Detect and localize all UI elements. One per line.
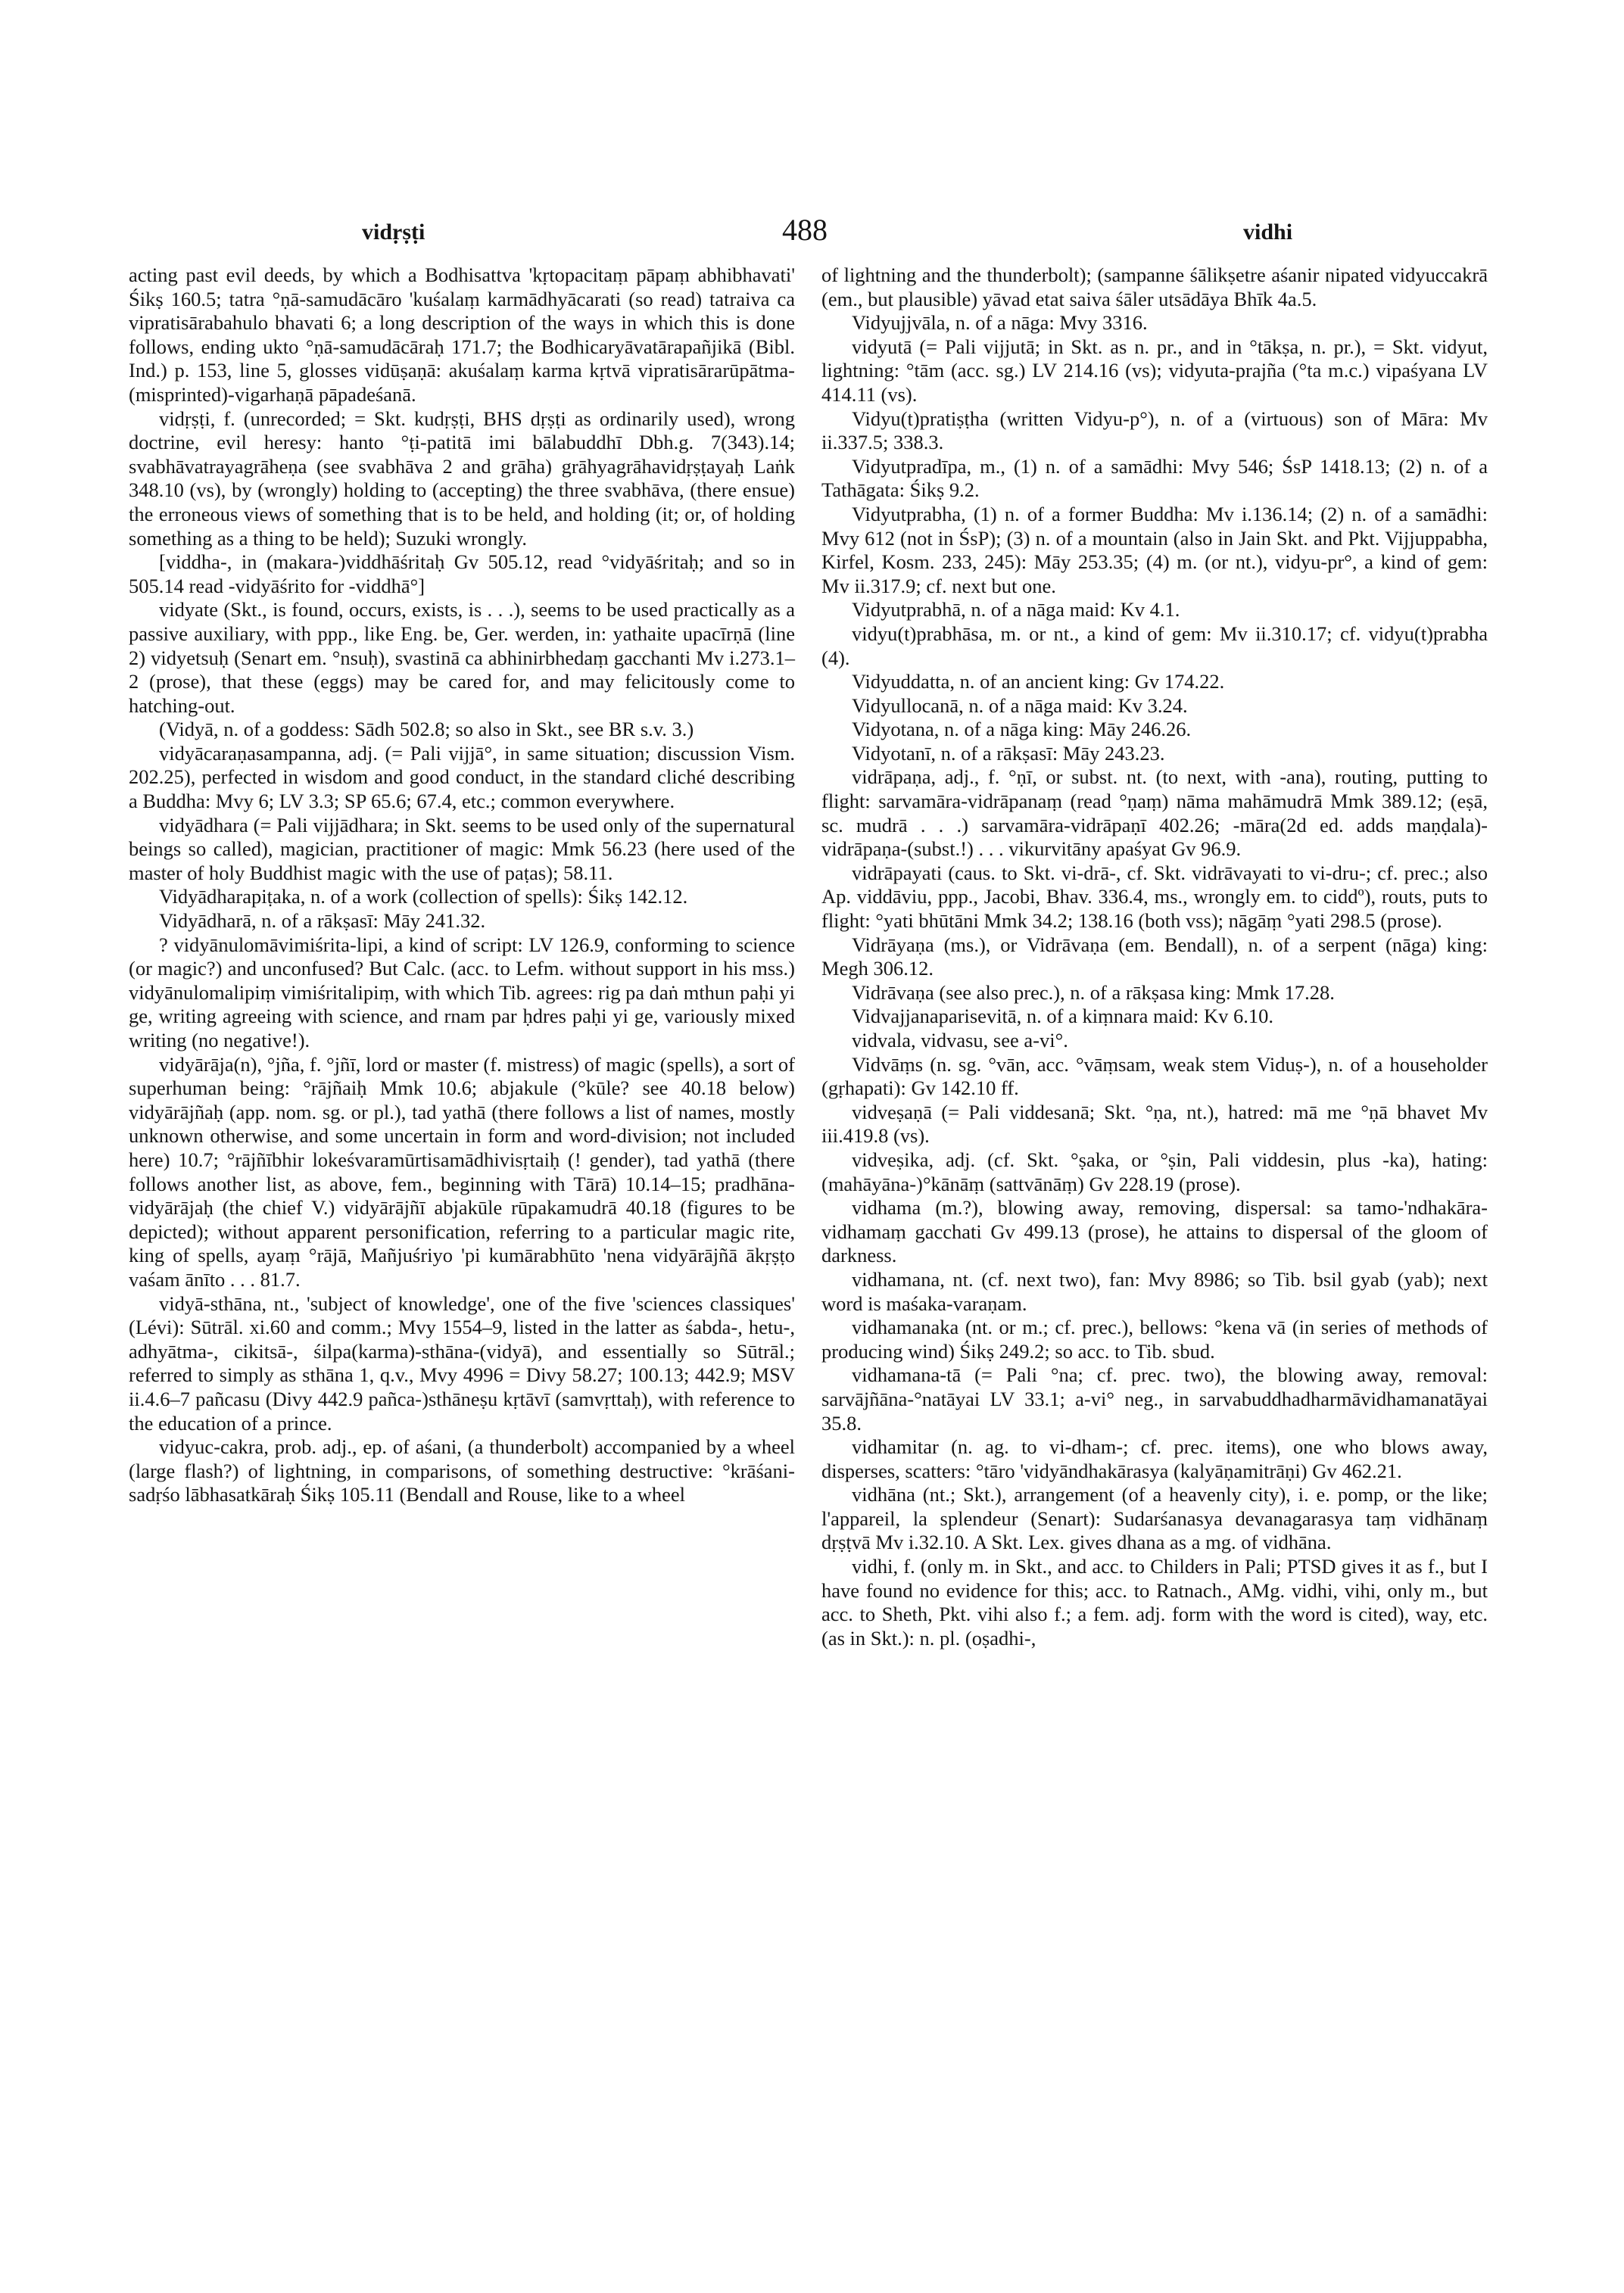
entry-text: vidyādhara (= Pali vijjādhara; in Skt. seems to be used only of the supernatural beings so called), magician, practitioner of magic: Mmk 56.23 (here used of the master of holy Buddhist magic with the use of paṭas); 58.11.: [129, 813, 795, 884]
entry-text: Vidyujjvāla, n. of a nāga: Mvy 3316.: [852, 311, 1148, 335]
entry-text: ? vidyānulomāvimiśrita-lipi, a kind of script: LV 126.9, conforming to science (or magic?) and unconfused? But Calc. (acc. to Lefm. without support in his mss.) vidyānulomalipiṃ vimiśritalipiṃ, with which Tib. agrees: rig pa daṅ mthun paḥi yi ge, writing agreeing with science, and rnam par ḥdres paḥi yi ge, variously mixed writing (no negative!).: [129, 933, 795, 1051]
entry-text: [viddha-, in (makara-)viddhāśritaḥ Gv 505.12, read °vidyāśritaḥ; and so in 505.14 read -vidyāśrito for -viddhā°]: [129, 550, 795, 597]
entry-text: Vidyutpradīpa, m., (1) n. of a samādhi: Mvy 546; ŚsP 1418.13; (2) n. of a Tathāgata: Śikṣ 9.2.: [821, 454, 1488, 502]
entry-text: Vidvajjanaparisevitā, n. of a kiṃnara maid: Kv 6.10.: [852, 1005, 1273, 1028]
right-column: [821, 263, 1488, 1650]
entry-text: vidhāna (nt.; Skt.), arrangement (of a heavenly city), i. e. pomp, or the like; l'appareil, la splendeur (Senart): Sudarśanasya devanagarasya taṃ vidhānaṃ dṛṣṭvā Mv i.32.10. A Skt. Lex. gives dhana as a mg. of vidhāna.: [821, 1483, 1488, 1554]
entry-text: Vidyotana, n. of a nāga king: Māy 246.26.: [852, 718, 1192, 741]
entry-text: vidyā-sthāna, nt., 'subject of knowledge', one of the five 'sciences classiques' (Lévi): Sūtrāl. xi.60 and comm.; Mvy 1554–9, listed in the latter as śabda-, hetu-, adhyātma-, cikitsā-, śilpa(karma)-sthāna-(vidyā), and essentially so Sūtrāl.; referred to simply as sthāna 1, q.v., Mvy 4996 = Divy 58.27; 100.13; 442.9; MSV ii.4.6–7 pañcasu (Divy 442.9 pañca-)sthāneṣu kṛtāvī (samvṛttaḥ), with reference to the education of a prince.: [129, 1291, 795, 1435]
entry-text: vidyācaraṇasampanna, adj. (= Pali vijjā°, in same situation; discussion Vism. 202.25), perfected in wisdom and good conduct, in the standard cliché describing a Buddha: Mvy 6; LV 3.3; SP 65.6; 67.4, etc.; common everywhere.: [129, 741, 795, 813]
guideword-left: vidṛṣṭi: [362, 220, 425, 245]
entry-text: vidhi, f. (only m. in Skt., and acc. to Childers in Pali; PTSD gives it as f., but I have found no evidence for this; acc. to Ratnach., AMg. vidhi, vihi, only m., but acc. to Sheth, Pkt. vihi also f.; a fem. adj. form with the word is cited), way, etc. (as in Skt.): n. pl. (oṣadhi-,: [821, 1555, 1488, 1650]
entry-text: vidrāpaṇa, adj., f. °ṇī, or subst. nt. (to next, with -ana), routing, putting to flight: sarvamāra-vidrāpanaṃ (read °ṇaṃ) nāma mahāmudrā Mmk 389.12; (eṣā, sc. mudrā . . .) sarvamāra-vidrāpaṇī 402.26; -māra(2d ed. adds maṇḍala)-vidrāpaṇa-(subst.!) . . . vikurvitāny apaśyat Gv 96.9.: [821, 765, 1488, 861]
entry-text: Vidyutprabhā, n. of a nāga maid: Kv 4.1.: [852, 598, 1180, 622]
entry-text: vidyate (Skt., is found, occurs, exists, is . . .), seems to be used practically as a passive auxiliary, with ppp., like Eng. be, Ger. werden, in: yathaite upacīrṇā (line 2) vidyetsuḥ (Senart em. °nsuḥ), svastinā ca abhinirbhedaṃ gacchanti Mv i.273.1–2 (prose), that these (eggs) may be cared for, and may felicitously come to hatching-out.: [129, 598, 795, 717]
entry-text: Vidrāyaṇa (ms.), or Vidrāvaṇa (em. Bendall), n. of a serpent (nāga) king: Megh 306.12.: [821, 933, 1488, 980]
entry-text: acting past evil deeds, by which a Bodhisattva 'kṛtopacitaṃ pāpaṃ abhibhavati' Śikṣ 160.5; tatra °ṇā-samudācāro 'kuśalaṃ karmādhyācarati (so read) tatraiva ca vipratisārabahulo bhavati 6; a long description of the ways in which this is done follows, ending ukto °ṇā-samudācāraḥ 171.7; the Bodhicaryāvatārapañjikā (Bibl. Ind.) p. 153, line 5, glosses vidūṣaṇā: akuśalaṃ karma kṛtvā vipratisārarūpātma-(misprinted)-vigarhaṇā pāpadeśanā.: [129, 263, 795, 406]
entry-text: vidhama (m.?), blowing away, removing, dispersal: sa tamo-'ndhakāra-vidhamaṃ gacchati Gv 499.13 (prose), he attains to dispersal of the gloom of darkness.: [821, 1196, 1488, 1267]
entry-text: vidhamana, nt. (cf. next two), fan: Mvy 8986; so Tib. bsil gyab (yab); next word is maśaka-varaṇam.: [821, 1267, 1488, 1315]
entry-text: Vidyullocanā, n. of a nāga maid: Kv 3.24.: [852, 693, 1188, 717]
entry-text: of lightning and the thunderbolt); (sampanne śālikṣetre aśanir nipated vidyuccakrā (em., but plausible) yāvad etat saiva śāler utsādāya Bhīk 4a.5.: [821, 263, 1488, 310]
page-number: 488: [782, 213, 828, 247]
entry-text: Vidrāvaṇa (see also prec.), n. of a rākṣasa king: Mmk 17.28.: [852, 980, 1335, 1004]
entry-text: Vidyādharapiṭaka, n. of a work (collection of spells): Śikṣ 142.12.: [159, 885, 688, 908]
entry-text: vidhamitar (n. ag. to vi-dham-; cf. prec. items), one who blows away, disperses, scatters: °tāro 'vidyāndhakārasya (kalyāṇamitrāṇi) Gv 462.21.: [821, 1435, 1488, 1482]
entry-text: Vidyotanī, n. of a rākṣasī: Māy 243.23.: [852, 741, 1165, 765]
entry-text: vidṛṣṭi, f. (unrecorded; = Skt. kudṛṣṭi, BHS dṛṣṭi as ordinarily used), wrong doctrine, evil heresy: hanto °ṭi-patitā imi bālabuddhī Dbh.g. 7(343).14; svabhāvatrayagrāheṇa (see svabhāva 2 and grāha) grāhyagrāhavidṛṣṭayaḥ Laṅk 348.10 (vs), by (wrongly) holding to (accepting) the three svabhāva, (there ensue) the erroneous views of something that is to be held, and holding (it; or, of holding something as a thing to be held); Suzuki wrongly.: [129, 407, 795, 550]
entry-text: vidhamana-tā (= Pali °na; cf. prec. two), the blowing away, removal: sarvājñāna-°natāyai LV 33.1; a-vi° neg., in sarvabuddhadharmāvidhamanatāyai 35.8.: [821, 1363, 1488, 1435]
entry-text: Vidvāṃs (n. sg. °vān, acc. °vāṃsam, weak stem Viduṣ-), n. of a householder (gṛhapati): Gv 142.10 ff.: [821, 1052, 1488, 1100]
entry-text: vidyu(t)prabhāsa, m. or nt., a kind of gem: Mv ii.310.17; cf. vidyu(t)prabha (4).: [821, 622, 1488, 669]
guideword-right: vidhi: [1243, 220, 1293, 245]
entry-text: Vidyādharā, n. of a rākṣasī: Māy 241.32.: [159, 909, 486, 933]
entry-text: vidyuc-cakra, prob. adj., ep. of aśani, (a thunderbolt) accompanied by a wheel (large flash?) of lightning, in comparisons, of something destructive: °krāśani-sadṛśo lābhasatkāraḥ Śikṣ 105.11 (Bendall and Rouse, like to a wheel: [129, 1435, 795, 1506]
entry-text: vidyutā (= Pali vijjutā; in Skt. as n. pr., and in °tākṣa, n. pr.), = Skt. vidyut, lightning: °tām (acc. sg.) LV 214.16 (vs); vidyuta-prajña (°ta m.c.) vipaśyana LV 414.11 (vs).: [821, 335, 1488, 406]
entry-text: Vidyu(t)pratiṣṭha (written Vidyu-p°), n. of a (virtuous) son of Māra: Mv ii.337.5; 338.3.: [821, 407, 1488, 454]
entry-text: vidvala, vidvasu, see a-vi°.: [852, 1029, 1068, 1051]
entry-text: vidhamanaka (nt. or m.; cf. prec.), bellows: °kena vā (in series of methods of producing wind) Śikṣ 249.2; so acc. to Tib. sbud.: [821, 1316, 1488, 1363]
entry-text: Vidyutprabha, (1) n. of a former Buddha: Mv i.136.14; (2) n. of a samādhi: Mvy 612 (not in ŚsP); (3) n. of a mountain (also in Jain Skt. and Pkt. Vijjuppabha, Kirfel, Kosm. 233, 245): Māy 253.35; (4) m. (or nt.), vidyu-pr°, a kind of gem: Mv ii.317.9; cf. next but one.: [821, 502, 1488, 597]
entry-text: vidrāpayati (caus. to Skt. vi-drā-, cf. Skt. vidrāvayati to vi-dru-; cf. prec.; also Ap. viddāviu, ppp., Jacobi, Bhav. 336.4, ms., wrongly em. to ciddº), routs, puts to flight: °yati bhūtāni Mmk 34.2; 138.16 (both vss); nāgāṃ °yati 298.5 (prose).: [821, 861, 1488, 933]
entry-text: vidyārāja(n), °jña, f. °jñī, lord or master (f. mistress) of magic (spells), a sort of superhuman being: °rājñaiḥ Mmk 10.6; abjakule (°kūle? see 40.18 below) vidyārājñaḥ (app. nom. sg. or pl.), tad yathā (there follows a list of names, mostly unknown otherwise, and some uncertain in form and word-division; not included here) 10.7; °rājñībhir lokeśvaramūrtisamādhivisṛtaiḥ (! gender), tad yathā (there follows another list, as above, fem., beginning with Tārā) 10.14–15; pradhāna-vidyārājaḥ (the chief V.) vidyārājñī abjakūle rūpakamudrā 40.18 (figures to be depicted); without apparent personification, referring to a particular magic rite, king of spells, ayaṃ °rājā, Mañjuśriyo 'pi kumārabhūto 'nena vidyārājñā ākṛṣṭo vaśam ānīto . . . 81.7.: [129, 1052, 795, 1291]
entry-text: Vidyuddatta, n. of an ancient king: Gv 174.22.: [852, 670, 1225, 693]
entry-text: (Vidyā, n. of a goddess: Sādh 502.8; so also in Skt., see BR s.v. 3.): [159, 718, 694, 741]
entry-text: vidveṣaṇā (= Pali viddesanā; Skt. °ṇa, nt.), hatred: mā me °ṇā bhavet Mv iii.419.8 (vs).: [821, 1100, 1488, 1148]
left-column: [129, 263, 795, 1507]
entry-text: vidveṣika, adj. (cf. Skt. °ṣaka, or °ṣin, Pali viddesin, plus -ka), hating: (mahāyāna-)°kānāṃ (sattvānāṃ) Gv 228.19 (prose).: [821, 1148, 1488, 1195]
